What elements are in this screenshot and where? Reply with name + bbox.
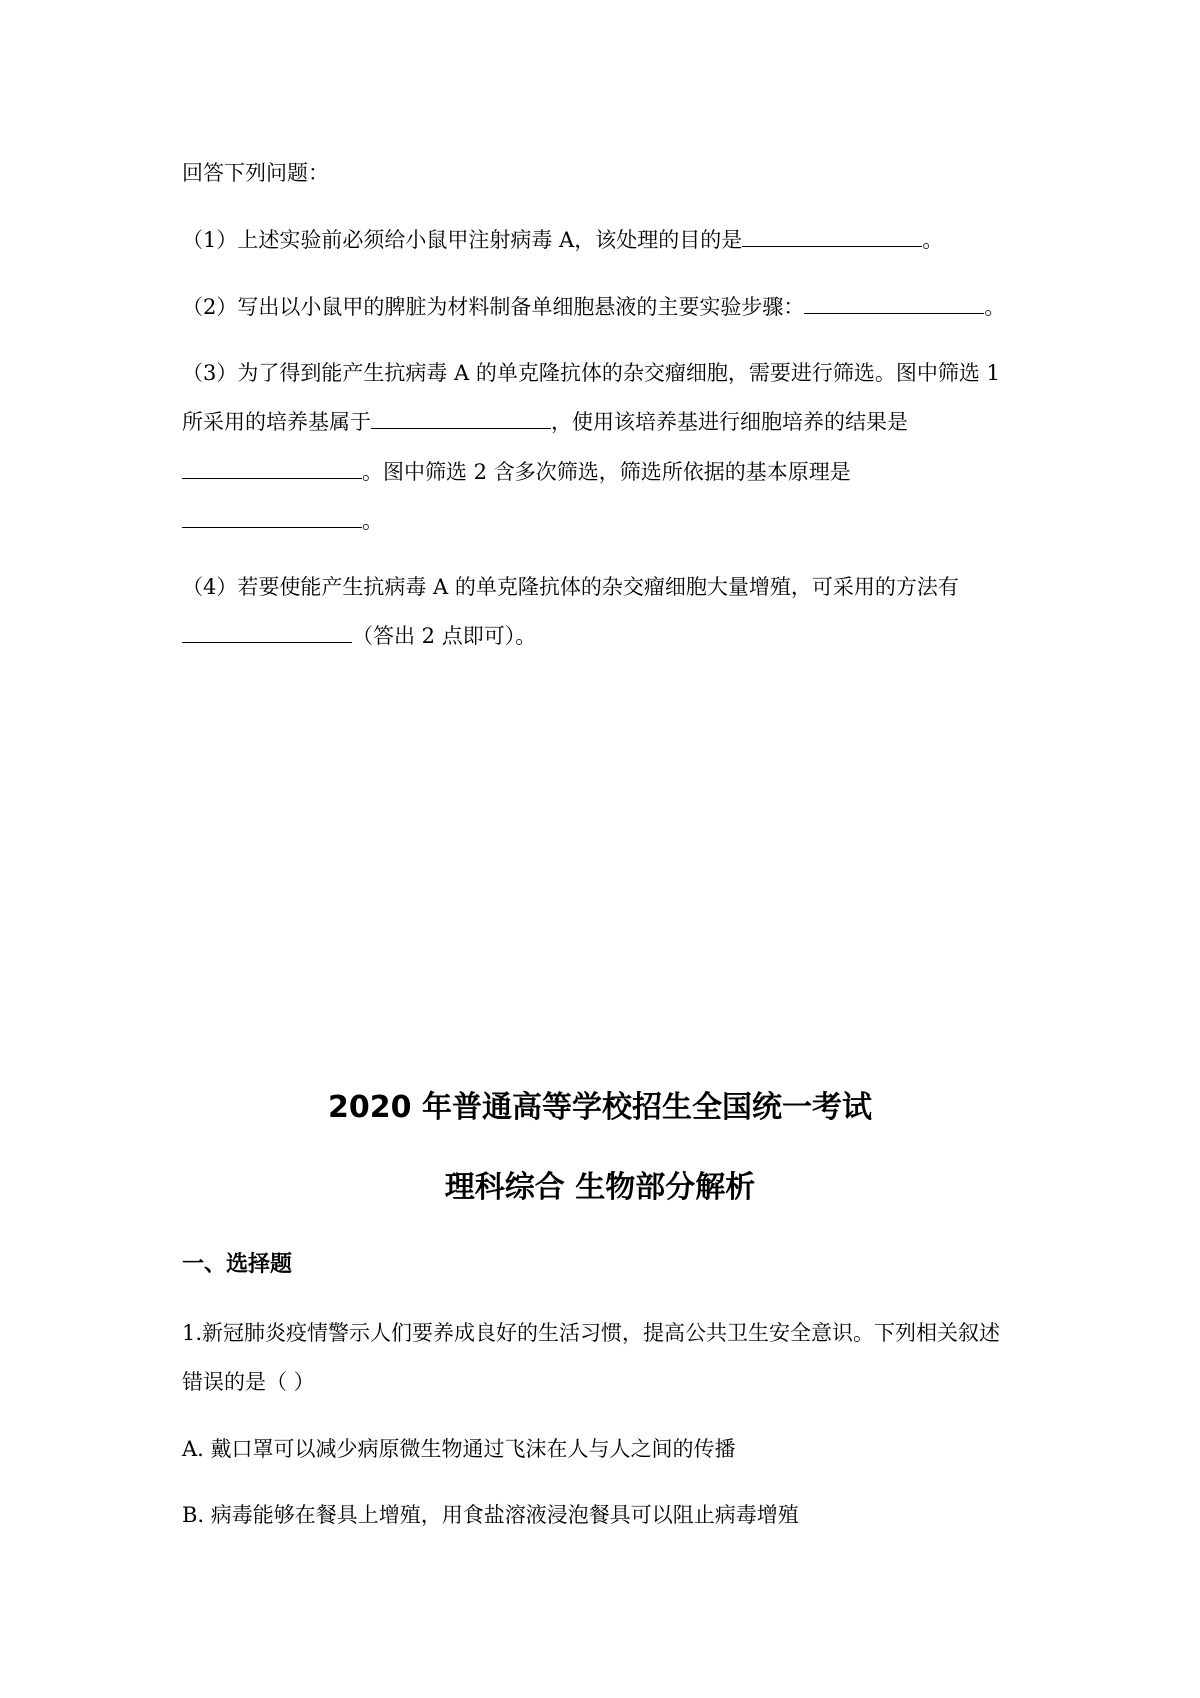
mc-option-a: A. 戴口罩可以减少病原微生物通过飞沫在人与人之间的传播 — [182, 1437, 736, 1461]
question-1 — [182, 225, 943, 255]
mc-option-b: B. 病毒能够在餐具上增殖，用食盐溶液浸泡餐具可以阻止病毒增殖 — [182, 1503, 799, 1527]
question-1-end: 。 — [922, 228, 944, 252]
answer-blank — [371, 408, 551, 429]
answer-blank — [182, 622, 352, 643]
question-4-line-1: （4）若要使能产生抗病毒 A 的单克隆抗体的杂交瘤细胞大量增殖，可采用的方法有 — [182, 575, 959, 599]
question-2-end: 。 — [984, 295, 1006, 319]
question-2 — [182, 292, 1005, 322]
mc-question-1-line-1: 1.新冠肺炎疫情警示人们要养成良好的生活习惯，提高公共卫生安全意识。下列相关叙述 — [182, 1321, 1001, 1345]
question-3-part-a: 所采用的培养基属于 — [182, 410, 371, 434]
answer-blank — [182, 458, 362, 479]
question-3-line-4 — [182, 506, 383, 536]
question-4-line-2 — [182, 621, 536, 651]
question-3-part-b: ，使用该培养基进行细胞培养的结果是 — [551, 410, 908, 434]
question-3-part-c: 。图中筛选 2 含多次筛选，筛选所依据的基本原理是 — [362, 460, 851, 484]
intro-text: 回答下列问题： — [182, 161, 329, 185]
question-3-line-2 — [182, 407, 908, 437]
question-3-part-d: 。 — [362, 509, 383, 533]
answer-blank — [182, 507, 362, 528]
answer-blank — [804, 293, 984, 314]
question-3-line-3 — [182, 457, 851, 487]
question-3-line-1: （3）为了得到能产生抗病毒 A 的单克隆抗体的杂交瘤细胞，需要进行筛选。图中筛选 1 — [182, 361, 1000, 385]
question-2-text: （2）写出以小鼠甲的脾脏为材料制备单细胞悬液的主要实验步骤： — [182, 295, 805, 319]
answer-blank — [742, 226, 922, 247]
exam-subtitle: 理科综合 生物部分解析 — [444, 1170, 756, 1205]
exam-title: 2020 年普通高等学校招生全国统一考试 — [328, 1090, 872, 1125]
question-1-text: （1）上述实验前必须给小鼠甲注射病毒 A，该处理的目的是 — [182, 228, 743, 252]
question-4-part-b: （答出 2 点即可）。 — [352, 624, 537, 648]
section-heading: 一、选择题 — [182, 1252, 293, 1277]
mc-question-1-line-2: 错误的是（ ） — [182, 1370, 315, 1394]
